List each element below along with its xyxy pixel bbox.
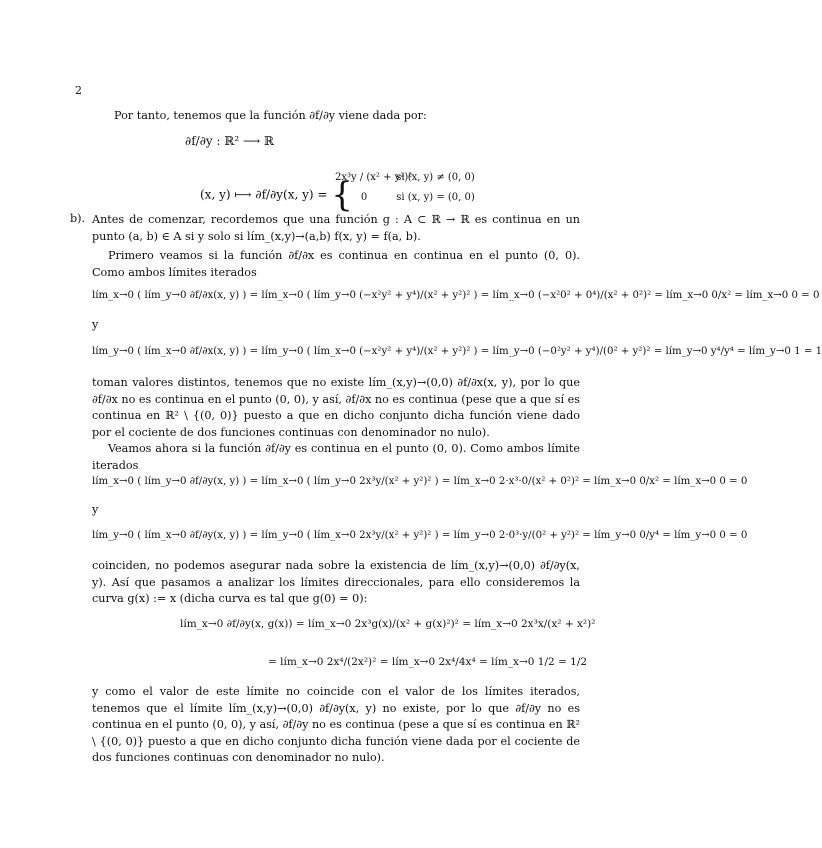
equation-dy-iterated-1 bbox=[92, 476, 747, 487]
equation-dx-iterated-1 bbox=[92, 290, 819, 301]
definition-line-1 bbox=[185, 134, 274, 148]
conjunction-y-2 bbox=[92, 503, 98, 516]
paragraph-b-intro bbox=[92, 212, 580, 245]
equation-dx-iterated-1-text: lím_x→0 ( lím_y→0 ∂f/∂x(x, y) ) = lím_x→0 ( lím_y→0 (−x²y² + y⁴)/(x² + y²)² ) = lím_x→0 (−x²0² + 0⁴)/(x² + 0²)² = lím_x→0 0/x² = lím_x→0 0 = 0 bbox=[92, 290, 820, 301]
case-2 bbox=[335, 188, 475, 208]
paragraph-dy-coincide bbox=[92, 558, 580, 608]
equation-dy-iterated-2 bbox=[92, 530, 747, 541]
piecewise-cases bbox=[335, 168, 475, 208]
paragraph-dy-intro-text: Veamos ahora si la función ∂f/∂y es continua en el punto (0, 0). Como ambos límite iterados bbox=[92, 442, 580, 472]
conjunction-y-2-text: y bbox=[92, 503, 99, 516]
equation-directional-2-text: = lím_x→0 2x⁴/(2x²)² = lím_x→0 2x⁴/4x⁴ = lím_x→0 1/2 = 1/2 bbox=[268, 656, 588, 668]
paragraph-final-text: y como el valor de este límite no coincide con el valor de los límites iterados, tenemos que el límite lím_(x,y)→(0,0) ∂f/∂y(x, y) no existe, por lo que ∂f/∂y no es continua en el punto (0, 0), y así, ∂f/∂y no es continua (pese a que sí es continua en ℝ² \ {(0, 0)} puesto a que en dicho conjunto dicha función viene dada por el cociente de dos funciones continuas con denominador no nulo). bbox=[92, 685, 580, 764]
item-b-label-text: b). bbox=[70, 212, 86, 225]
paragraph-dy-intro bbox=[92, 441, 580, 474]
case-2-expr: 0 bbox=[360, 192, 368, 203]
item-b-label bbox=[70, 212, 85, 225]
paragraph-intro bbox=[98, 108, 568, 125]
equation-dy-iterated-2-text: lím_y→0 ( lím_x→0 ∂f/∂y(x, y) ) = lím_y→0 ( lím_x→0 2x³y/(x² + y²)² ) = lím_y→0 2·0³·y/(0² + y²)² = lím_y→0 0/y⁴ = lím_y→0 0 = 0 bbox=[92, 530, 748, 541]
piecewise-brace: { bbox=[331, 175, 353, 215]
equation-directional-1 bbox=[180, 618, 595, 630]
case-1-expr: 2x³y / (x² + y²)² bbox=[335, 172, 413, 183]
paragraph-final bbox=[92, 684, 580, 767]
paragraph-dx-intro-text: Primero veamos si la función ∂f/∂x es continua en continua en el punto (0, 0). Como ambos límites iterados bbox=[92, 249, 580, 279]
case-1 bbox=[335, 168, 475, 188]
page-number: 2 bbox=[75, 84, 82, 97]
conjunction-y-1 bbox=[92, 318, 98, 331]
definition-line-1-text: ∂f/∂y : ℝ² ⟶ ℝ bbox=[185, 134, 274, 148]
equation-dx-iterated-2-text: lím_y→0 ( lím_x→0 ∂f/∂x(x, y) ) = lím_y→0 ( lím_x→0 (−x²y² + y⁴)/(x² + y²)² ) = lím_y→0 (−0²y² + y⁴)/(0² + y²)² = lím_y→0 y⁴/y⁴ = lím_y→0 1 = 1 bbox=[92, 346, 822, 357]
case-2-cond: si (x, y) = (0, 0) bbox=[396, 192, 475, 203]
paragraph-intro-text: Por tanto, tenemos que la función ∂f/∂y viene dada por: bbox=[114, 109, 427, 122]
paragraph-b-intro-text: Antes de comenzar, recordemos que una función g : A ⊂ ℝ → ℝ es continua en un punto (a, b) ∈ A si y solo si lím_(x,y)→(a,b) f(x, y) = f(a, b). bbox=[92, 213, 580, 243]
paragraph-dx-conclusion bbox=[92, 375, 580, 441]
equation-directional-1-text: lím_x→0 ∂f/∂y(x, g(x)) = lím_x→0 2x³g(x)/(x² + g(x)²)² = lím_x→0 2x³x/(x² + x²)² bbox=[180, 618, 596, 630]
equation-directional-2 bbox=[268, 656, 587, 668]
case-1-cond: si (x, y) ≠ (0, 0) bbox=[396, 172, 475, 183]
equation-dx-iterated-2 bbox=[92, 346, 822, 357]
paragraph-dy-coincide-text: coinciden, no podemos asegurar nada sobre la existencia de lím_(x,y)→(0,0) ∂f/∂y(x, y). Así que pasamos a analizar los límites direccionales, para ello consideremos la curva g(x) := x (dicha curva es tal que g(0) = 0): bbox=[92, 559, 580, 605]
equation-dy-iterated-1-text: lím_x→0 ( lím_y→0 ∂f/∂y(x, y) ) = lím_x→0 ( lím_y→0 2x³y/(x² + y²)² ) = lím_x→0 2·x³·0/(x² + 0²)² = lím_x→0 0/x² = lím_x→0 0 = 0 bbox=[92, 476, 748, 487]
conjunction-y-1-text: y bbox=[92, 318, 99, 331]
paragraph-dx-conclusion-text: toman valores distintos, tenemos que no existe lím_(x,y)→(0,0) ∂f/∂x(x, y), por lo que ∂f/∂x no es continua en el punto (0, 0), y así, ∂f/∂x no es continua (pese que a que sí es continua en ℝ² \ {(0, 0)} puesto a que en dicho conjunto dicha función viene dado por el cociente de dos funciones continuas con denominador no nulo). bbox=[92, 376, 580, 439]
definition-line-2 bbox=[200, 175, 353, 215]
definition-line-2-text: (x, y) ⟼ ∂f/∂y(x, y) = bbox=[200, 187, 328, 202]
paragraph-dx-intro bbox=[92, 248, 580, 281]
